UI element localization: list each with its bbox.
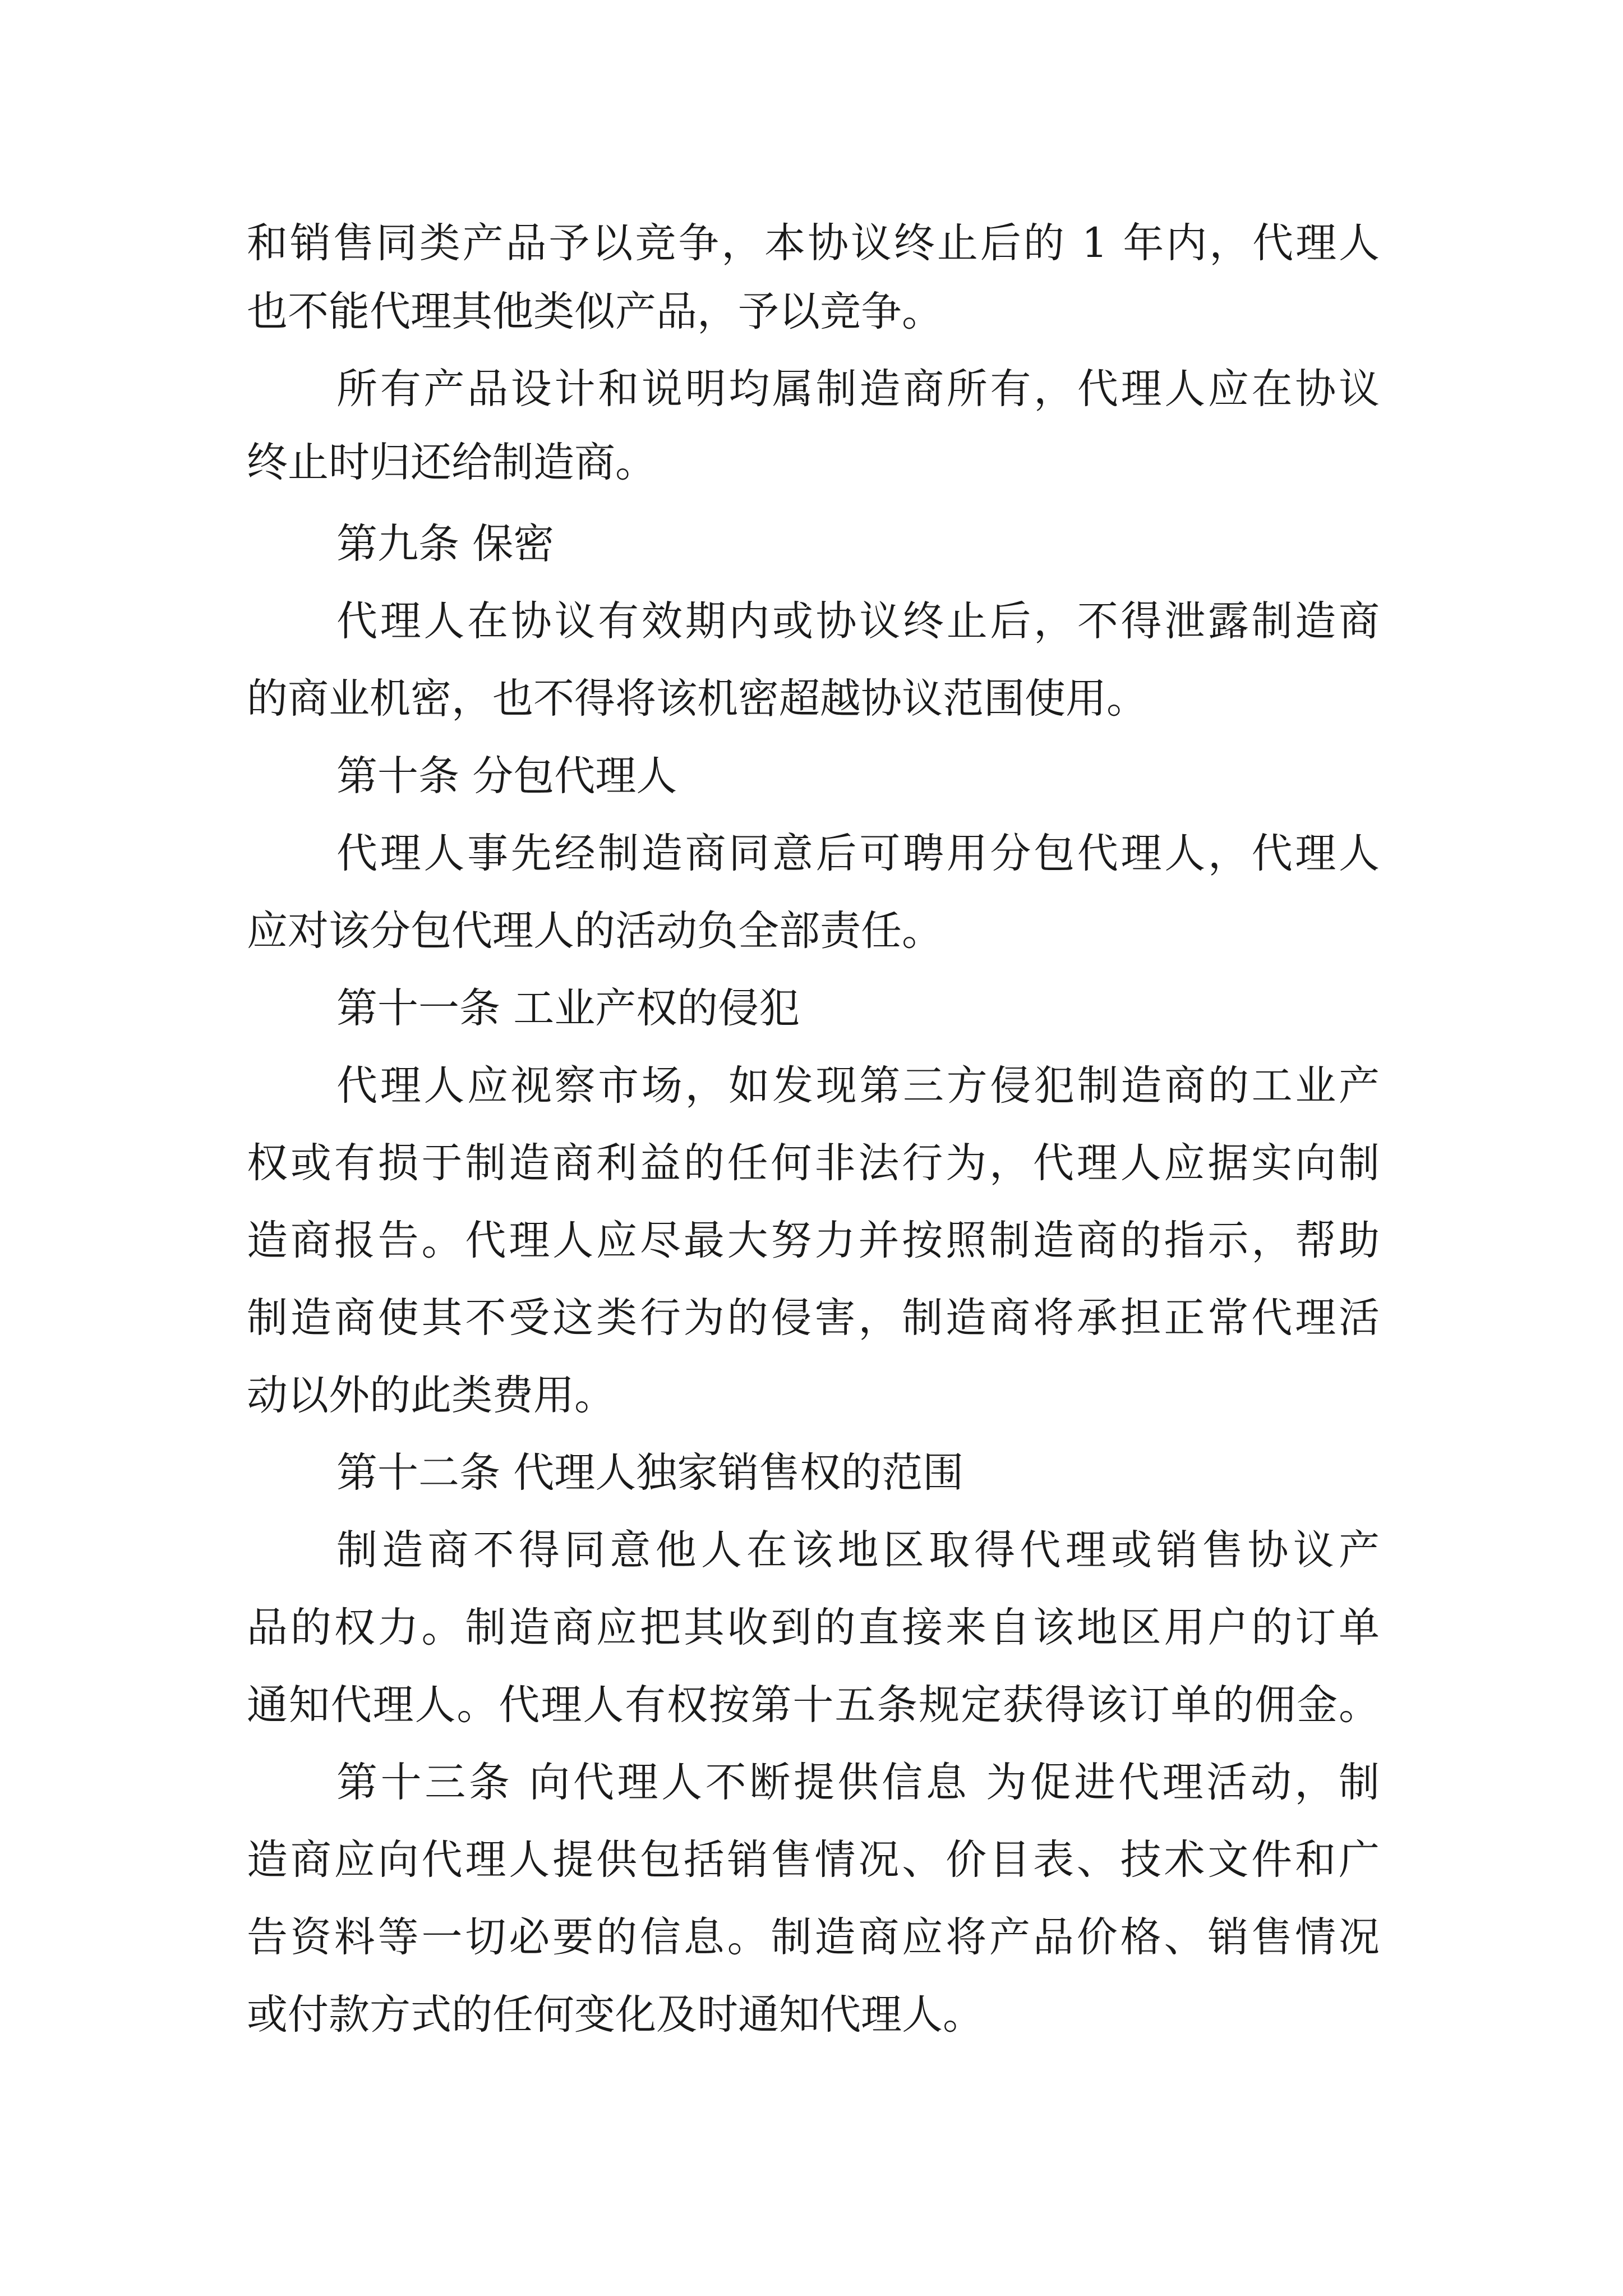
section-heading: 第十二条 代理人独家销售权的范围	[336, 1449, 964, 1497]
paragraph-line: 代理人事先经制造商同意后可聘用分包代理人，代理人	[336, 830, 1380, 877]
paragraph-line: 代理人应视察市场，如发现第三方侵犯制造商的工业产	[336, 1062, 1380, 1110]
paragraph-line: 应对该分包代理人的活动负全部责任。	[247, 907, 943, 955]
paragraph-line: 和销售同类产品予以竞争，本协议终止后的 1 年内，代理人	[247, 219, 1380, 267]
paragraph-line: 所有产品设计和说明均属制造商所有，代理人应在协议	[336, 365, 1380, 413]
paragraph-line: 通知代理人。代理人有权按第十五条规定获得该订单的佣金。	[247, 1681, 1380, 1729]
paragraph-line: 制造商使其不受这类行为的侵害，制造商将承担正常代理活	[247, 1294, 1380, 1342]
section-heading: 第十一条 工业产权的侵犯	[336, 984, 800, 1032]
paragraph-line: 权或有损于制造商利益的任何非法行为，代理人应据实向制	[247, 1139, 1380, 1187]
paragraph-line: 品的权力。制造商应把其收到的直接来自该地区用户的订单	[247, 1604, 1380, 1651]
paragraph-line: 第十三条 向代理人不断提供信息 为促进代理活动，制	[336, 1759, 1380, 1806]
paragraph-line: 告资料等一切必要的信息。制造商应将产品价格、销售情况	[247, 1913, 1380, 1961]
section-heading: 第十条 分包代理人	[336, 752, 677, 800]
paragraph-line: 代理人在协议有效期内或协议终止后，不得泄露制造商	[336, 597, 1380, 645]
paragraph-line: 或付款方式的任何变化及时通知代理人。	[247, 1991, 984, 2039]
paragraph-line: 的商业机密，也不得将该机密超越协议范围使用。	[247, 675, 1147, 723]
paragraph-line: 也不能代理其他类似产品，予以竞争。	[247, 288, 943, 335]
paragraph-line: 动以外的此类费用。	[247, 1372, 615, 1419]
paragraph-line: 造商报告。代理人应尽最大努力并按照制造商的指示，帮助	[247, 1217, 1380, 1264]
paragraph-line: 造商应向代理人提供包括销售情况、价目表、技术文件和广	[247, 1836, 1380, 1884]
paragraph-line: 终止时归还给制造商。	[247, 439, 656, 486]
paragraph-line: 制造商不得同意他人在该地区取得代理或销售协议产	[336, 1526, 1380, 1574]
section-heading: 第九条 保密	[336, 520, 555, 568]
